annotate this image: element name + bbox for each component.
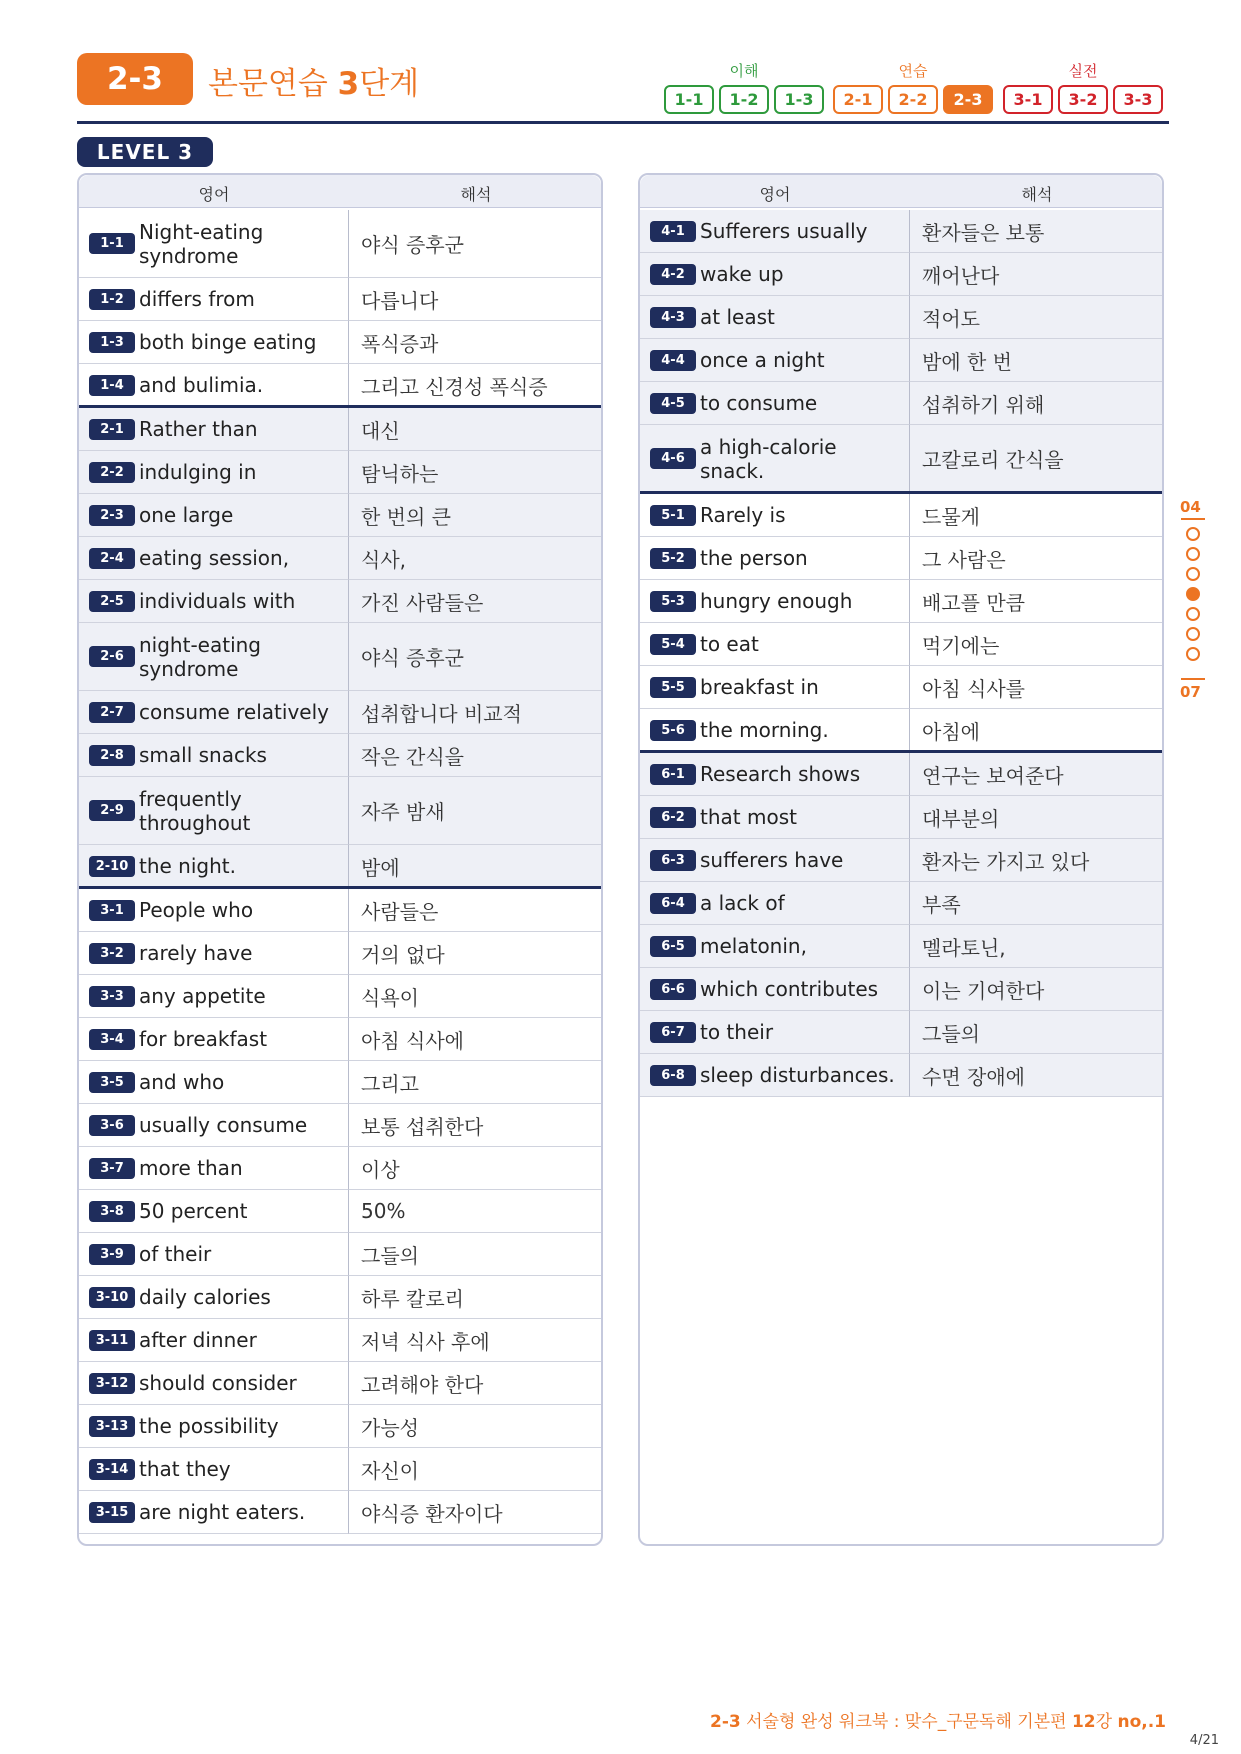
english-chunk: once a night	[700, 348, 825, 372]
english-chunk: the possibility	[139, 1414, 279, 1438]
english-chunk: that most	[700, 805, 797, 829]
english-chunk: melatonin,	[700, 934, 807, 958]
stage-button-3-2[interactable]: 3-2	[1058, 85, 1108, 114]
table-row	[79, 1448, 601, 1491]
chunk-number-badge: 6-3	[650, 850, 696, 871]
table-row	[79, 1319, 601, 1362]
table-row	[79, 1491, 601, 1534]
table-row	[640, 494, 1162, 537]
chunk-number-badge: 3-9	[89, 1244, 135, 1265]
korean-translation: 이상	[349, 1147, 601, 1190]
english-cell	[640, 623, 910, 666]
korean-translation: 섭취하기 위해	[910, 382, 1162, 425]
table-row	[79, 691, 601, 734]
english-cell	[79, 777, 349, 845]
english-cell	[79, 494, 349, 537]
stage-button-3-3[interactable]: 3-3	[1113, 85, 1163, 114]
table-row	[79, 451, 601, 494]
korean-translation: 자신이	[349, 1448, 601, 1491]
chunk-number-badge: 2-7	[89, 702, 135, 723]
english-cell	[640, 753, 910, 796]
english-chunk: small snacks	[139, 743, 267, 767]
table-row	[79, 537, 601, 580]
english-cell	[79, 321, 349, 364]
chunk-number-badge: 3-3	[89, 986, 135, 1007]
korean-translation: 그 사람은	[910, 537, 1162, 580]
chunk-number-badge: 3-4	[89, 1029, 135, 1050]
english-chunk: daily calories	[139, 1285, 271, 1309]
left-table	[77, 173, 603, 1546]
chunk-number-badge: 2-6	[89, 646, 135, 667]
korean-translation: 고려해야 한다	[349, 1362, 601, 1405]
table-row	[640, 537, 1162, 580]
korean-translation: 대부분의	[910, 796, 1162, 839]
korean-translation: 적어도	[910, 296, 1162, 339]
chunk-number-badge: 3-1	[89, 900, 135, 921]
header-english: 영어	[759, 185, 791, 204]
stage-button-3-1[interactable]: 3-1	[1003, 85, 1053, 114]
chunk-number-badge: 1-1	[89, 233, 135, 254]
english-chunk: Rather than	[139, 417, 258, 441]
korean-translation: 섭취합니다 비교적	[349, 691, 601, 734]
chunk-number-badge: 6-8	[650, 1065, 696, 1086]
table-row	[79, 1018, 601, 1061]
table-row	[79, 321, 601, 364]
table-row	[79, 623, 601, 691]
chunk-number-badge: 4-1	[650, 221, 696, 242]
table-row	[79, 1276, 601, 1319]
english-cell	[79, 278, 349, 321]
english-cell	[79, 1362, 349, 1405]
english-cell	[79, 889, 349, 932]
chunk-number-badge: 4-4	[650, 350, 696, 371]
english-chunk: both binge eating	[139, 330, 317, 354]
chunk-number-badge: 2-4	[89, 548, 135, 569]
korean-translation: 탐닉하는	[349, 451, 601, 494]
chunk-number-badge: 2-8	[89, 745, 135, 766]
stage-button-1-3[interactable]: 1-3	[774, 85, 824, 114]
english-chunk: should consider	[139, 1371, 297, 1395]
table-row	[79, 210, 601, 278]
korean-translation: 깨어난다	[910, 253, 1162, 296]
english-chunk: which contributes	[700, 977, 879, 1001]
table-row	[79, 932, 601, 975]
english-cell	[640, 494, 910, 537]
chunk-number-badge: 6-7	[650, 1022, 696, 1043]
table-row	[79, 278, 601, 321]
progress-dot-active	[1186, 587, 1200, 601]
korean-translation: 50%	[349, 1190, 601, 1233]
table-row	[79, 408, 601, 451]
chunk-number-badge: 3-13	[89, 1416, 135, 1437]
chunk-number-badge: 1-3	[89, 332, 135, 353]
english-chunk: more than	[139, 1156, 243, 1180]
table-row	[640, 623, 1162, 666]
english-chunk: Rarely is	[700, 503, 786, 527]
english-cell	[79, 1104, 349, 1147]
table-row	[640, 425, 1162, 493]
korean-translation: 연구는 보여준다	[910, 753, 1162, 796]
english-cell	[640, 1054, 910, 1097]
english-cell	[640, 666, 910, 709]
english-chunk: one large	[139, 503, 234, 527]
chunk-number-badge: 3-11	[89, 1330, 135, 1351]
english-cell	[640, 925, 910, 968]
korean-translation: 한 번의 큰	[349, 494, 601, 537]
english-chunk: wake up	[700, 262, 784, 286]
table-row	[640, 296, 1162, 339]
english-cell	[640, 296, 910, 339]
chunk-number-badge: 2-9	[89, 800, 135, 821]
chunk-number-badge: 5-4	[650, 634, 696, 655]
chunk-number-badge: 5-2	[650, 548, 696, 569]
korean-translation: 환자는 가지고 있다	[910, 839, 1162, 882]
chunk-number-badge: 4-3	[650, 307, 696, 328]
table-row	[640, 1054, 1162, 1097]
english-cell	[79, 1018, 349, 1061]
chunk-number-badge: 6-2	[650, 807, 696, 828]
table-row	[640, 925, 1162, 968]
korean-translation: 가능성	[349, 1405, 601, 1448]
english-chunk: 50 percent	[139, 1199, 248, 1223]
english-cell	[79, 1233, 349, 1276]
chunk-number-badge: 5-6	[650, 720, 696, 741]
english-cell	[79, 1147, 349, 1190]
english-chunk: differs from	[139, 287, 255, 311]
korean-translation: 식욕이	[349, 975, 601, 1018]
korean-translation: 배고플 만큼	[910, 580, 1162, 623]
korean-translation: 거의 없다	[349, 932, 601, 975]
progress-dot	[1186, 607, 1200, 621]
stage-navigation	[0, 58, 1241, 118]
table-row	[79, 1104, 601, 1147]
chunk-number-badge: 5-5	[650, 677, 696, 698]
table-row	[79, 1362, 601, 1405]
english-chunk: Night-eating syndrome	[139, 219, 264, 268]
english-chunk: hungry enough	[700, 589, 853, 613]
english-chunk: indulging in	[139, 460, 257, 484]
table-row	[640, 709, 1162, 752]
chunk-number-badge: 6-6	[650, 979, 696, 1000]
korean-translation: 부족	[910, 882, 1162, 925]
footer-title: 2-3 서술형 완성 워크북 : 맞수_구문독해 기본편 12강 no,.1	[710, 1712, 1166, 1732]
table-row	[640, 882, 1162, 925]
korean-translation: 야식 증후군	[349, 623, 601, 691]
english-cell	[640, 425, 910, 493]
english-cell	[640, 210, 910, 253]
stage-group-label: 실전	[1068, 62, 1098, 80]
header-divider	[77, 121, 1169, 124]
chunk-number-badge: 5-1	[650, 505, 696, 526]
english-cell	[79, 845, 349, 888]
english-cell	[640, 796, 910, 839]
english-cell	[640, 580, 910, 623]
table-row	[79, 494, 601, 537]
table-row	[79, 580, 601, 623]
progress-dot	[1186, 627, 1200, 641]
english-chunk: to their	[700, 1020, 774, 1044]
english-chunk: the morning.	[700, 718, 829, 742]
level-badge: LEVEL 3	[77, 137, 213, 167]
stage-button-2-3[interactable]: 2-3	[943, 85, 993, 114]
korean-translation: 먹기에는	[910, 623, 1162, 666]
stage-group-label: 연습	[898, 62, 928, 80]
table-row	[79, 777, 601, 845]
english-cell	[79, 734, 349, 777]
chunk-number-badge: 2-1	[89, 419, 135, 440]
english-chunk: to eat	[700, 632, 759, 656]
english-chunk: the night.	[139, 854, 236, 878]
chunk-number-badge: 6-1	[650, 764, 696, 785]
side-nav-start: 04	[1180, 498, 1201, 516]
english-chunk: and bulimia.	[139, 373, 264, 397]
korean-translation: 멜라토닌,	[910, 925, 1162, 968]
chunk-number-badge: 6-5	[650, 936, 696, 957]
korean-translation: 이는 기여한다	[910, 968, 1162, 1011]
chunk-number-badge: 3-7	[89, 1158, 135, 1179]
chunk-number-badge: 4-5	[650, 393, 696, 414]
chunk-number-badge: 3-6	[89, 1115, 135, 1136]
english-cell	[79, 691, 349, 734]
header-korean: 해석	[460, 185, 492, 204]
table-header	[79, 175, 601, 208]
page-title: 본문연습 3단계	[208, 66, 420, 102]
korean-translation: 가진 사람들은	[349, 580, 601, 623]
english-cell	[640, 382, 910, 425]
stage-group-label: 이해	[729, 62, 759, 80]
english-cell	[79, 537, 349, 580]
korean-translation: 그리고	[349, 1061, 601, 1104]
chunk-number-badge: 3-2	[89, 943, 135, 964]
korean-translation: 자주 밤새	[349, 777, 601, 845]
table-row	[640, 382, 1162, 425]
lesson-badge: 2-3	[77, 53, 193, 105]
chunk-number-badge: 2-3	[89, 505, 135, 526]
english-cell	[79, 1448, 349, 1491]
english-chunk: sufferers have	[700, 848, 844, 872]
table-row	[640, 839, 1162, 882]
chunk-number-badge: 3-15	[89, 1502, 135, 1523]
table-row	[79, 889, 601, 932]
english-chunk: Sufferers usually	[700, 219, 868, 243]
table-row	[640, 1011, 1162, 1054]
table-header	[640, 175, 1162, 208]
table-row	[640, 339, 1162, 382]
chunk-number-badge: 1-2	[89, 289, 135, 310]
english-chunk: breakfast in	[700, 675, 819, 699]
table-row	[79, 975, 601, 1018]
table-row	[79, 1405, 601, 1448]
english-cell	[79, 975, 349, 1018]
english-chunk: frequently throughout	[139, 786, 251, 835]
korean-translation: 그들의	[910, 1011, 1162, 1054]
english-chunk: at least	[700, 305, 775, 329]
english-cell	[640, 882, 910, 925]
chunk-number-badge: 4-6	[650, 448, 696, 469]
table-row	[640, 666, 1162, 709]
korean-translation: 대신	[349, 408, 601, 451]
korean-translation: 다릅니다	[349, 278, 601, 321]
table-row	[79, 1147, 601, 1190]
chunk-number-badge: 4-2	[650, 264, 696, 285]
english-cell	[79, 364, 349, 407]
progress-dot	[1186, 647, 1200, 661]
chunk-number-badge: 6-4	[650, 893, 696, 914]
english-cell	[79, 623, 349, 691]
english-chunk: any appetite	[139, 984, 266, 1008]
chunk-number-badge: 3-5	[89, 1072, 135, 1093]
english-cell	[640, 839, 910, 882]
page-number: 4/21	[1189, 1733, 1219, 1748]
stage-button-2-1[interactable]: 2-1	[833, 85, 883, 114]
korean-translation: 폭식증과	[349, 321, 601, 364]
english-chunk: night-eating syndrome	[139, 632, 261, 681]
korean-translation: 수면 장애에	[910, 1054, 1162, 1097]
english-cell	[640, 709, 910, 752]
chunk-number-badge: 2-2	[89, 462, 135, 483]
english-chunk: sleep disturbances.	[700, 1063, 895, 1087]
chunk-number-badge: 2-10	[89, 856, 135, 877]
korean-translation: 밤에	[349, 845, 601, 888]
english-cell	[79, 932, 349, 975]
chunk-number-badge: 2-5	[89, 591, 135, 612]
korean-translation: 식사,	[349, 537, 601, 580]
table-row	[79, 734, 601, 777]
side-nav-line	[1181, 678, 1205, 680]
table-row	[640, 796, 1162, 839]
english-chunk: to consume	[700, 391, 818, 415]
english-cell	[640, 968, 910, 1011]
chunk-number-badge: 1-4	[89, 375, 135, 396]
english-cell	[79, 1405, 349, 1448]
korean-translation: 하루 칼로리	[349, 1276, 601, 1319]
english-chunk: eating session,	[139, 546, 290, 570]
english-chunk: and who	[139, 1070, 225, 1094]
header-english: 영어	[198, 185, 230, 204]
english-chunk: after dinner	[139, 1328, 257, 1352]
stage-button-2-2[interactable]: 2-2	[888, 85, 938, 114]
chunk-number-badge: 3-8	[89, 1201, 135, 1222]
table-row	[640, 580, 1162, 623]
table-row	[640, 753, 1162, 796]
stage-button-1-2[interactable]: 1-2	[719, 85, 769, 114]
english-cell	[79, 1276, 349, 1319]
korean-translation: 야식 증후군	[349, 210, 601, 278]
korean-translation: 드물게	[910, 494, 1162, 537]
side-nav-line	[1181, 518, 1205, 520]
korean-translation: 작은 간식을	[349, 734, 601, 777]
chunk-number-badge: 5-3	[650, 591, 696, 612]
korean-translation: 아침 식사에	[349, 1018, 601, 1061]
english-chunk: a lack of	[700, 891, 785, 915]
english-cell	[79, 451, 349, 494]
table-row	[79, 1233, 601, 1276]
english-cell	[79, 1319, 349, 1362]
english-chunk: individuals with	[139, 589, 296, 613]
english-cell	[640, 339, 910, 382]
table-row	[640, 210, 1162, 253]
korean-translation: 그리고 신경성 폭식증	[349, 364, 601, 407]
korean-translation: 저녁 식사 후에	[349, 1319, 601, 1362]
english-chunk: that they	[139, 1457, 231, 1481]
english-chunk: are night eaters.	[139, 1500, 306, 1524]
english-chunk: a high-calorie snack.	[700, 434, 837, 483]
table-row	[640, 968, 1162, 1011]
english-chunk: People who	[139, 898, 254, 922]
english-chunk: of their	[139, 1242, 212, 1266]
table-row	[640, 253, 1162, 296]
header-korean: 해석	[1021, 185, 1053, 204]
english-chunk: usually consume	[139, 1113, 308, 1137]
english-cell	[640, 1011, 910, 1054]
progress-dot	[1186, 547, 1200, 561]
english-chunk: for breakfast	[139, 1027, 268, 1051]
korean-translation: 보통 섭취한다	[349, 1104, 601, 1147]
progress-dot	[1186, 567, 1200, 581]
english-cell	[640, 537, 910, 580]
korean-translation: 야식증 환자이다	[349, 1491, 601, 1534]
korean-translation: 사람들은	[349, 889, 601, 932]
chunk-number-badge: 3-12	[89, 1373, 135, 1394]
chunk-number-badge: 3-14	[89, 1459, 135, 1480]
english-chunk: Research shows	[700, 762, 861, 786]
korean-translation: 아침에	[910, 709, 1162, 752]
korean-translation: 아침 식사를	[910, 666, 1162, 709]
right-table	[638, 173, 1164, 1546]
english-chunk: the person	[700, 546, 808, 570]
english-chunk: consume relatively	[139, 700, 329, 724]
english-cell	[79, 1491, 349, 1534]
table-row	[79, 1190, 601, 1233]
english-cell	[79, 408, 349, 451]
english-cell	[79, 1190, 349, 1233]
table-row	[79, 364, 601, 407]
korean-translation: 환자들은 보통	[910, 210, 1162, 253]
table-row	[79, 1061, 601, 1104]
english-chunk: rarely have	[139, 941, 253, 965]
stage-button-1-1[interactable]: 1-1	[664, 85, 714, 114]
english-cell	[79, 580, 349, 623]
table-row	[79, 845, 601, 888]
chunk-number-badge: 3-10	[89, 1287, 135, 1308]
progress-dot	[1186, 527, 1200, 541]
korean-translation: 고칼로리 간식을	[910, 425, 1162, 493]
english-cell	[79, 1061, 349, 1104]
english-cell	[79, 210, 349, 278]
korean-translation: 그들의	[349, 1233, 601, 1276]
english-cell	[640, 253, 910, 296]
korean-translation: 밤에 한 번	[910, 339, 1162, 382]
side-nav-end: 07	[1180, 683, 1201, 701]
